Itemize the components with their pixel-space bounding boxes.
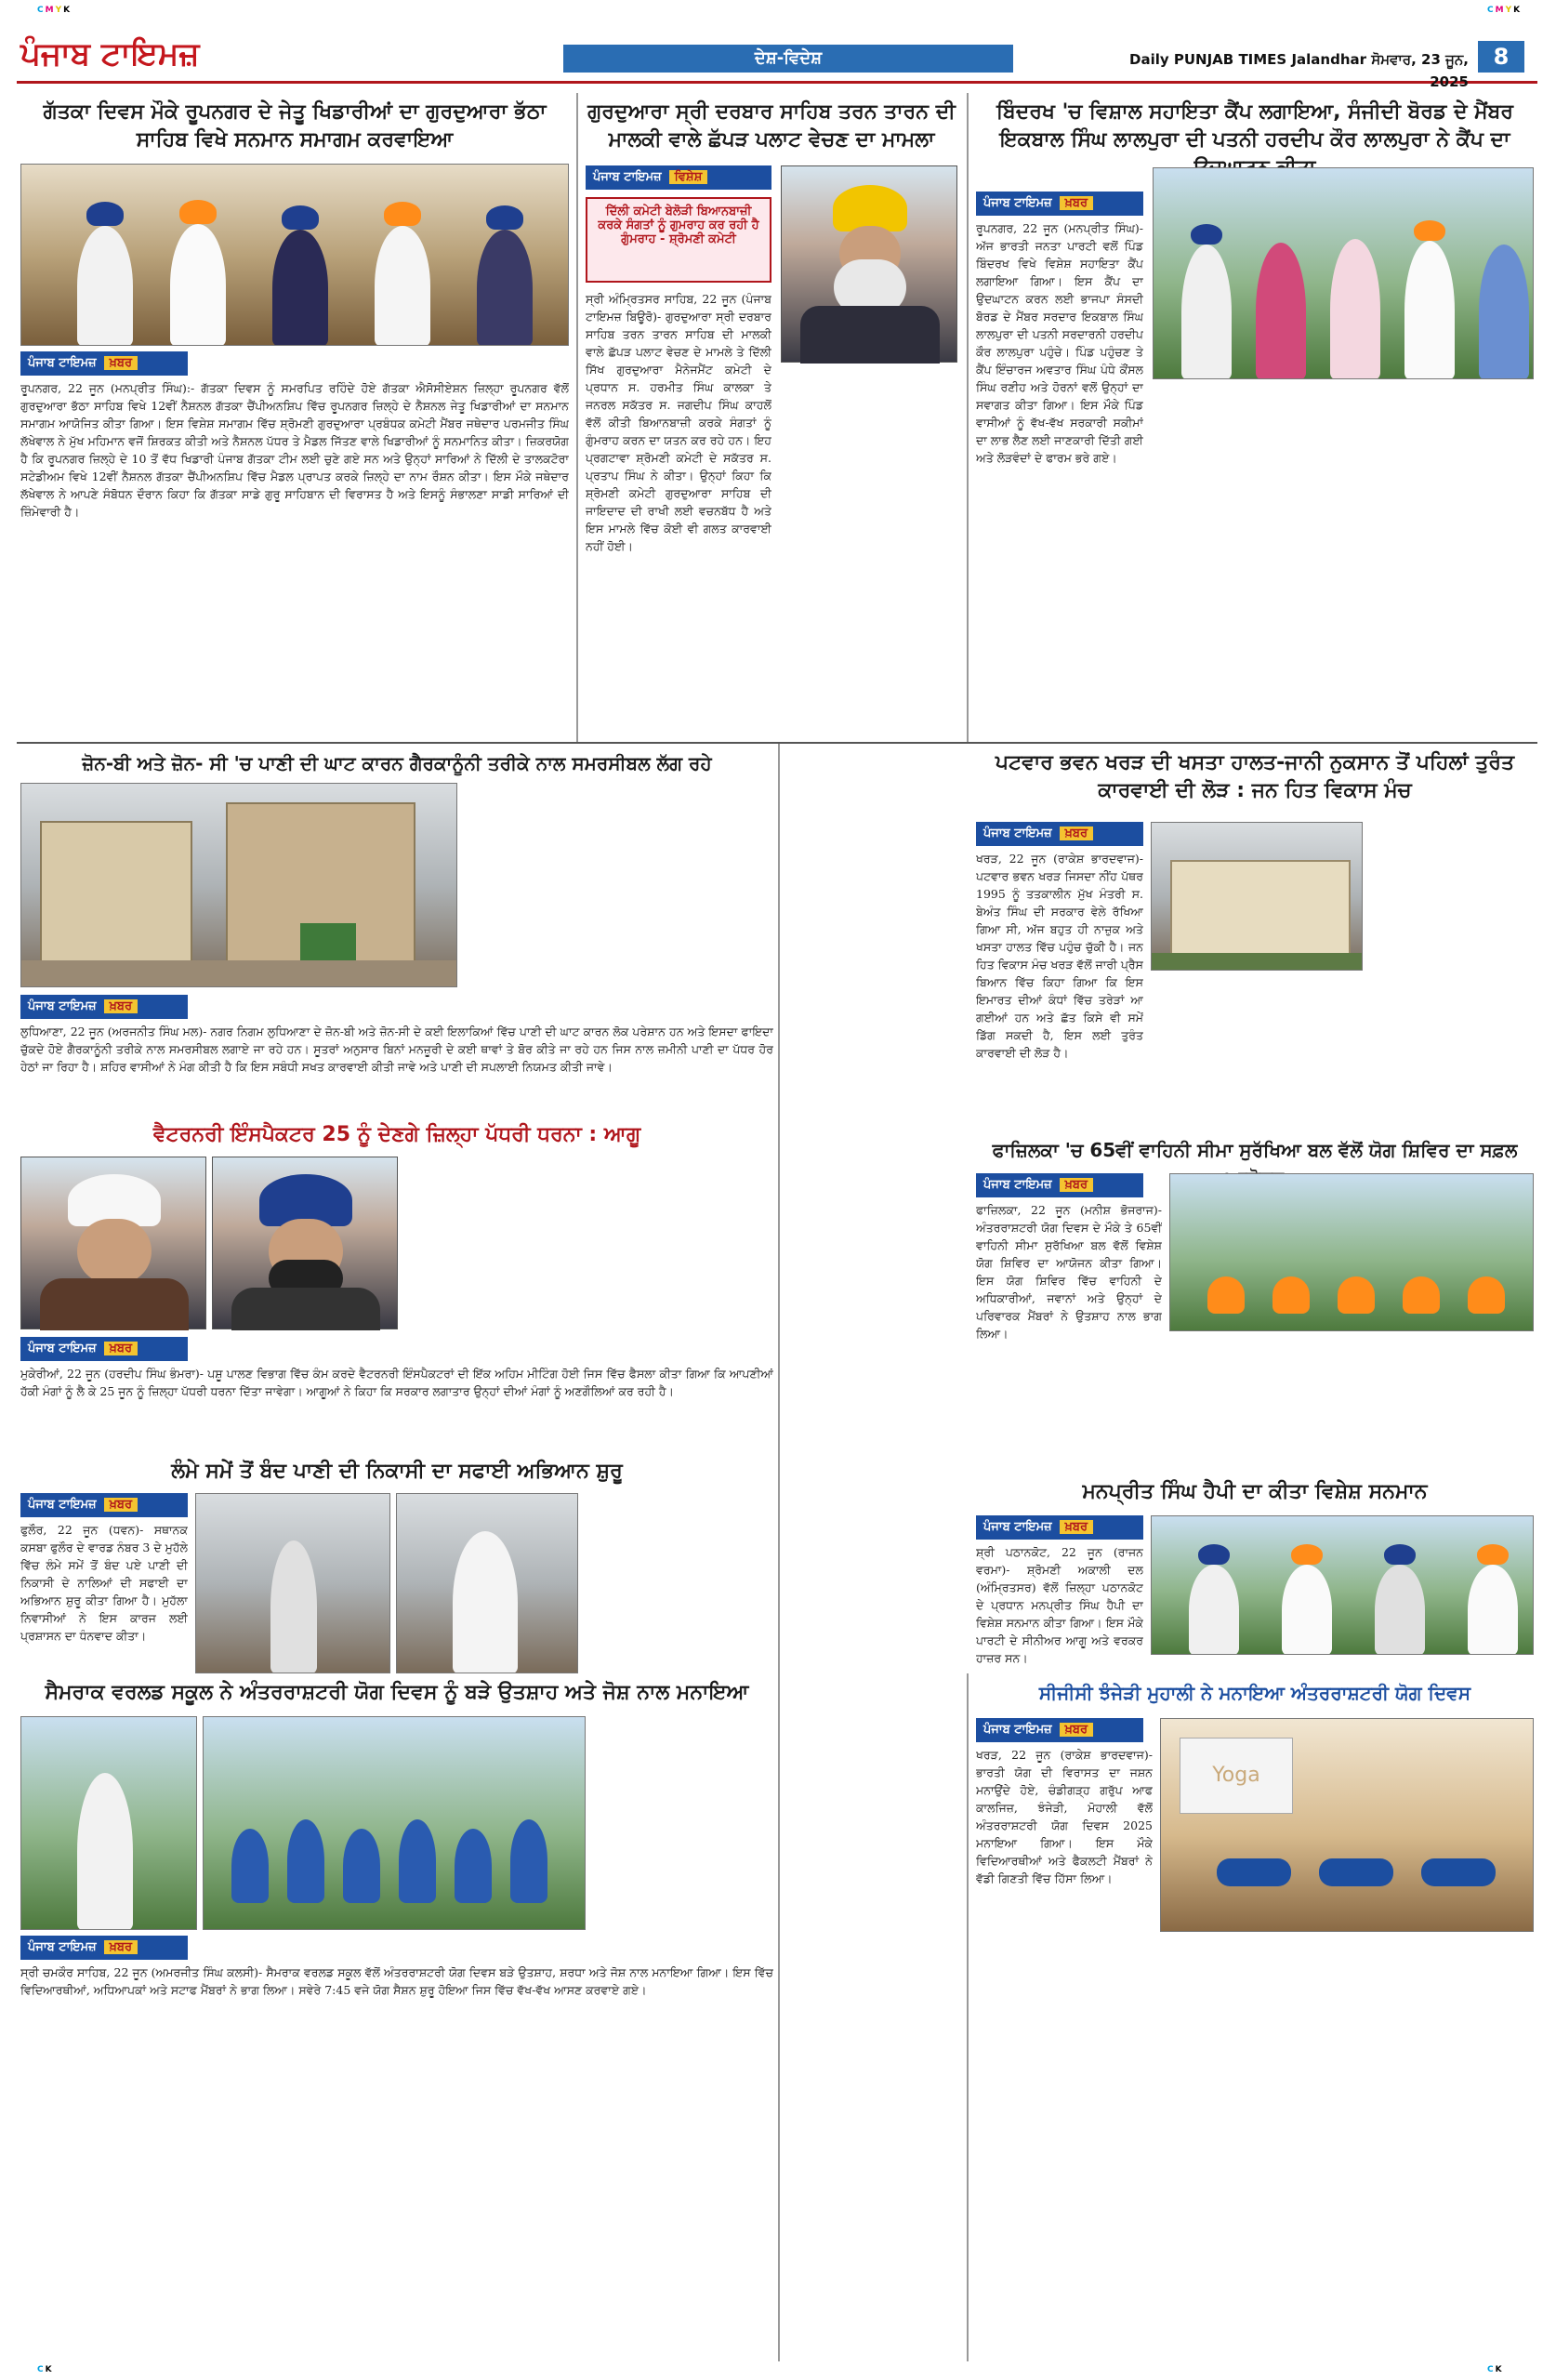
column-divider [778,744,780,1320]
column-divider [967,93,969,744]
page-number: 8 [1478,41,1524,73]
photo-manpreet-honour [1151,1515,1534,1655]
article-body-bindrakh: ਰੂਪਨਗਰ, 22 ਜੂਨ (ਮਨਪ੍ਰੀਤ ਸਿੰਘ)- ਅੱਜ ਭਾਰਤੀ ਜਨਤਾ ਪਾਰਟੀ ਵਲੋਂ ਪਿੰਡ ਬਿੰਦਰਖ ਵਿਖੇ ਵਿਸ਼ੇਸ਼ ਸਹਾਇਤਾ ਕੈਂਪ ਲਗਾਇਆ ਗਿਆ। ਇਸ ਕੈਂਪ ਦਾ ਉਦਘਾਟਨ ਕਰਨ ਲਈ ਭਾਜਪਾ ਸੰਸਦੀ ਬੋਰਡ ਦੇ ਮੈਂਬਰ ਸਰਦਾਰ ਇਕਬਾਲ ਸਿੰਘ ਲਾਲਪੁਰਾ ਦੀ ਪਤਨੀ ਸਰਦਾਰਨੀ ਹਰਦੀਪ ਕੌਰ ਲਾਲਪੁਰਾ ਪਹੁੰਚੇ। ਪਿੰਡ ਪਹੁੰਚਣ ਤੇ ਕੈਂਪ ਇੰਚਾਰਜ ਅਵਤਾਰ ਸਿੰਘ ਪੰਧੇ ਕੌਂਸਲ ਸਿੰਘ ਰਣੀਹ ਅਤੇ ਹੋਰਨਾਂ ਵਲੋਂ ਉਨ੍ਹਾਂ ਦਾ ਸਵਾਗਤ ਕੀਤਾ ਗਿਆ। ਇਸ ਮੌਕੇ ਪਿੰਡ ਵਾਸੀਆਂ ਨੂੰ ਵੱਖ-ਵੱਖ ਸਰਕਾਰੀ ਸਕੀਮਾਂ ਦਾ ਲਾਭ ਲੈਣ ਲਈ ਜਾਣਕਾਰੀ ਦਿੱਤੀ ਗਈ ਅਤੇ ਲੋੜਵੰਦਾਂ ਦੇ ਫਾਰਮ ਭਰੇ ਗਏ। [976,221,1143,465]
article-body-manpreet: ਸ਼੍ਰੀ ਪਠਾਨਕੋਟ, 22 ਜੂਨ (ਰਾਜਨ ਵਰਮਾ)- ਸ਼੍ਰੋਮਣੀ ਅਕਾਲੀ ਦਲ (ਅੰਮ੍ਰਿਤਸਰ) ਵੱਲੋਂ ਜ਼ਿਲ੍ਹਾ ਪਠਾਨਕੋਟ ਦੇ ਪ੍ਰਧਾਨ ਮਨਪ੍ਰੀਤ ਸਿੰਘ ਹੈਪੀ ਦਾ ਵਿਸ਼ੇਸ਼ ਸਨਮਾਨ ਕੀਤਾ ਗਿਆ। ਇਸ ਮੌਕੇ ਪਾਰਟੀ ਦੇ ਸੀਨੀਅਰ ਆਗੂ ਅਤੇ ਵਰਕਰ ਹਾਜ਼ਰ ਸਨ। [976,1545,1143,1664]
headline-zone-water: ਜ਼ੋਨ-ਬੀ ਅਤੇ ਜ਼ੋਨ- ਸੀ 'ਚ ਪਾਣੀ ਦੀ ਘਾਟ ਕਾਰਨ ਗੈਰਕਾਨੂੰਨੀ ਤਰੀਕੇ ਨਾਲ ਸਮਰਸੀਬਲ ਲੱਗ ਰਹੇ [82,752,712,774]
byline-tag: ਪੰਜਾਬ ਟਾਇਮਜ਼ ਖ਼ਬਰ [20,351,188,376]
dateline: Daily PUNJAB TIMES Jalandhar ਸੋਮਵਾਰ, 23 ਜੂਨ, 2025 [1129,51,1469,90]
headline-bindrakh-camp: ਬਿੰਦਰਖ 'ਚ ਵਿਸ਼ਾਲ ਸਹਾਇਤਾ ਕੈਂਪ ਲਗਾਇਆ, ਸੰਜੀਦੀ ਬੋਰਡ ਦੇ ਮੈਂਬਰ ਇਕਬਾਲ ਸਿੰਘ ਲਾਲਪੁਰਾ ਦੀ ਪਤਨੀ ਹਰਦੀਪ ਕੌਰ ਲਾਲਪੁਰਾ ਨੇ ਕੈਂਪ ਦਾ [996,100,1514,152]
photo-school-yoga-group [203,1716,586,1930]
pull-quote: ਦਿੱਲੀ ਕਮੇਟੀ ਬੇਲੋੜੀ ਬਿਆਨਬਾਜ਼ੀ ਕਰਕੇ ਸੰਗਤਾਂ ਨੂੰ ਗੁਮਰਾਹ ਕਰ ਰਹੀ ਹੈ ਗੁੰਮਰਾਹ - ਸ਼੍ਰੋਮਣੀ ਕਮੇਟੀ [586,197,771,283]
yoga-banner: Yoga [1180,1738,1293,1814]
byline-tag: ਪੰਜਾਬ ਟਾਇਮਜ਼ ਖ਼ਬਰ [20,1936,188,1960]
column-divider [576,93,578,744]
headline-veterinary: ਵੈਟਰਨਰੀ ਇੰਸਪੈਕਟਰ 25 ਨੂੰ ਦੇਣਗੇ ਜ਼ਿਲ੍ਹਾ ਪੱਧਰੀ ਧਰਨਾ : ਆਗੂ [152,1123,641,1146]
byline-tag: ਪੰਜਾਬ ਟਾਇਮਜ਼ ਖ਼ਬਰ [20,1337,188,1361]
byline-tag: ਪੰਜਾਬ ਟਾਇਮਜ਼ ਖ਼ਬਰ [20,995,188,1019]
cmyk-mark-bottom-right: CK [1487,2365,1504,2374]
photo-illegal-submersible [20,783,457,987]
photo-portrait-sikh-leader [781,165,957,363]
article-body-zone-cont [465,783,773,987]
photo-drain-cleaning-2 [396,1493,578,1673]
headline-patwar-bhawan: ਪਟਵਾਰ ਭਵਨ ਖਰੜ ਦੀ ਖਸਤਾ ਹਾਲਤ-ਜਾਨੀ ਨੁਕਸਾਨ ਤੋਂ ਪਹਿਲਾਂ ਤੁਰੰਤ ਕਾਰਵਾਈ ਦੀ ਲੋੜ : ਜਨ ਹਿਤ ਵਿਕਾਸ ਮੰਚ [995,751,1515,802]
article-body-school-yoga-cont [591,1716,775,1930]
article-body-veterinary: ਮੁਕੇਰੀਆਂ, 22 ਜੂਨ (ਹਰਦੀਪ ਸਿੰਘ ਭੰਮਰਾ)- ਪਸ਼ੂ ਪਾਲਣ ਵਿਭਾਗ ਵਿੱਚ ਕੰਮ ਕਰਦੇ ਵੈਟਰਨਰੀ ਇੰਸਪੈਕਟਰਾਂ ਦੀ ਇੱਕ ਅਹਿਮ ਮੀਟਿੰਗ ਹੋਈ ਜਿਸ ਵਿੱਚ ਫੈਸਲਾ ਕੀਤਾ ਗਿਆ ਕਿ ਆਪਣੀਆਂ ਹੱਕੀ ਮੰਗਾਂ ਨੂੰ ਲੈ ਕੇ 25 ਜੂਨ ਨੂੰ ਜ਼ਿਲ੍ਹਾ ਪੱਧਰੀ ਧਰਨਾ ਦਿੱਤਾ ਜਾਵੇਗਾ। ਆਗੂਆਂ ਨੇ ਕਿਹਾ ਕਿ ਸਰਕਾਰ ਲਗਾਤਾਰ ਉਨ੍ਹਾਂ ਦੀਆਂ ਮੰਗਾਂ ਨੂੰ ਅਣਗੌਲਿਆਂ ਕਰ ਰਹੀ ਹੈ। [20,1367,773,1398]
article-body-patwar-cont2 [1370,822,1534,1129]
article-body-bindrakh-cont [1153,387,1534,733]
photo-yoga-pose [20,1716,197,1930]
photo-patwar-building [1151,822,1363,971]
headline-gatka: ਗੱਤਕਾ ਦਿਵਸ ਮੌਕੇ ਰੂਪਨਗਰ ਦੇ ਜੇਤੂ ਖਿਡਾਰੀਆਂ ਦਾ ਗੁਰਦੁਆਰਾ ਭੱਠਾ ਸਾਹਿਬ ਵਿਖੇ ਸਨਮਾਨ ਸਮਾਗਮ ਕਰਵਾਇਆ [43,100,547,152]
article-body-patwar-cont [1151,976,1363,1129]
article-body-school-yoga: ਸ੍ਰੀ ਚਮਕੌਰ ਸਾਹਿਬ, 22 ਜੂਨ (ਅਮਰਜੀਤ ਸਿੰਘ ਕਲਸੀ)- ਸੈਮਰਾਕ ਵਰਲਡ ਸਕੂਲ ਵੱਲੋਂ ਅੰਤਰਰਾਸ਼ਟਰੀ ਯੋਗ ਦਿਵਸ ਬੜੇ ਉਤਸ਼ਾਹ, ਸ਼ਰਧਾ ਅਤੇ ਜੋਸ਼ ਨਾਲ ਮਨਾਇਆ ਗਿਆ। ਇਸ ਵਿੱਚ ਵਿਦਿਆਰਥੀਆਂ, ਅਧਿਆਪਕਾਂ ਅਤੇ ਸਟਾਫ ਮੈਂਬਰਾਂ ਨੇ ਭਾਗ ਲਿਆ। ਸਵੇਰੇ 7:45 ਵਜੇ ਯੋਗ ਸੈਸ਼ਨ ਸ਼ੁਰੂ ਹੋਇਆ ਜਿਸ ਵਿੱਚ ਵੱਖ-ਵੱਖ ਆਸਣ ਕਰਵਾਏ ਗਏ। [20,1965,773,1997]
byline-tag: ਪੰਜਾਬ ਟਾਇਮਜ਼ ਖ਼ਬਰ [976,822,1143,846]
headline-drainage-cleaning: ਲੰਮੇ ਸਮੇਂ ਤੋਂ ਬੰਦ ਪਾਣੀ ਦੀ ਨਿਕਾਸੀ ਦਾ ਸਫਾਈ ਅਭਿਆਨ ਸ਼ੁਰੂ [171,1460,623,1483]
cmyk-mark-top-left: CMYK [37,6,73,15]
photo-drain-cleaning-1 [195,1493,390,1673]
byline-tag: ਪੰਜਾਬ ਟਾਇਮਜ਼ ਖ਼ਬਰ [976,192,1143,216]
article-body-tarn-taran-cont [781,370,957,733]
photo-veterinary-leader-2 [212,1157,398,1329]
article-body-patwar: ਖਰੜ, 22 ਜੂਨ (ਰਾਕੇਸ਼ ਭਾਰਦਵਾਜ)- ਪਟਵਾਰ ਭਵਨ ਖਰੜ ਜਿਸਦਾ ਨੀਂਹ ਪੱਥਰ 1995 ਨੂੰ ਤਤਕਾਲੀਨ ਮੁੱਖ ਮੰਤਰੀ ਸ. ਬੇਅੰਤ ਸਿੰਘ ਦੀ ਸਰਕਾਰ ਵੇਲੇ ਰੱਖਿਆ ਗਿਆ ਸੀ, ਅੱਜ ਬਹੁਤ ਹੀ ਨਾਜ਼ੁਕ ਅਤੇ ਖਸਤਾ ਹਾਲਤ ਵਿੱਚ ਪਹੁੰਚ ਚੁੱਕੀ ਹੈ। ਜਨ ਹਿਤ ਵਿਕਾਸ ਮੰਚ ਖਰੜ ਵੱਲੋਂ ਜਾਰੀ ਪ੍ਰੈਸ ਬਿਆਨ ਵਿੱਚ ਕਿਹਾ ਗਿਆ ਕਿ ਇਸ ਇਮਾਰਤ ਦੀਆਂ ਕੰਧਾਂ ਵਿੱਚ ਤਰੇੜਾਂ ਆ ਗਈਆਂ ਹਨ ਅਤੇ ਛੱਤ ਕਿਸੇ ਵੀ ਸਮੇਂ ਡਿੱਗ ਸਕਦੀ ਹੈ, ਇਸ ਲਈ ਤੁਰੰਤ ਕਾਰਵਾਈ ਦੀ ਲੋੜ ਹੈ। [976,852,1143,1060]
column-divider [967,1673,969,2361]
photo-fazilka-yoga [1169,1173,1534,1331]
newspaper-logo: ਪੰਜਾਬ ਟਾਇਮਜ਼ [20,35,200,73]
article-body-fazilka: ਫਾਜ਼ਿਲਕਾ, 22 ਜੂਨ (ਮਨੀਸ਼ ਭੋਜਰਾਜ)- ਅੰਤਰਰਾਸ਼ਟਰੀ ਯੋਗ ਦਿਵਸ ਦੇ ਮੌਕੇ ਤੇ 65ਵੀਂ ਵਾਹਿਨੀ ਸੀਮਾ ਸੁਰੱਖਿਆ ਬਲ ਵੱਲੋਂ ਵਿਸ਼ੇਸ਼ ਯੋਗ ਸ਼ਿਵਿਰ ਦਾ ਆਯੋਜਨ ਕੀਤਾ ਗਿਆ। ਇਸ ਯੋਗ ਸ਼ਿਵਿਰ ਵਿੱਚ ਵਾਹਿਨੀ ਦੇ ਅਧਿਕਾਰੀਆਂ, ਜਵਾਨਾਂ ਅਤੇ ਉਨ੍ਹਾਂ ਦੇ ਪਰਿਵਾਰਕ ਮੈਂਬਰਾਂ ਨੇ ਉਤਸ਼ਾਹ ਨਾਲ ਭਾਗ ਲਿਆ। [976,1203,1162,1341]
byline-tag: ਪੰਜਾਬ ਟਾਇਮਜ਼ ਖ਼ਬਰ [20,1493,188,1517]
article-body-drainage-cont [586,1493,775,1673]
byline-tag: ਪੰਜਾਬ ਟਾਇਮਜ਼ ਖ਼ਬਰ [976,1718,1143,1742]
headline-manpreet-honour: ਮਨਪ੍ਰੀਤ ਸਿੰਘ ਹੈਪੀ ਦਾ ਕੀਤਾ ਵਿਸ਼ੇਸ਼ ਸਨਮਾਨ [1082,1480,1428,1503]
headline-school-yoga: ਸੈਮਰਾਕ ਵਰਲਡ ਸਕੂਲ ਨੇ ਅੰਤਰਰਾਸ਼ਟਰੀ ਯੋਗ ਦਿਵਸ ਨੂੰ ਬੜੇ ਉਤਸ਼ਾਹ ਅਤੇ ਜੋਸ਼ ਨਾਲ ਮਨਾਇਆ [45,1681,749,1704]
headline-tarn-taran: ਗੁਰਦੁਆਰਾ ਸ੍ਰੀ ਦਰਬਾਰ ਸਾਹਿਬ ਤਰਨ ਤਾਰਨ ਦੀ ਮਾਲਕੀ ਵਾਲੇ ਛੱਪੜ ਪਲਾਟ ਵੇਚਣ ਦਾ ਮਾਮਲਾ [587,100,956,152]
article-body-tarn-taran: ਸ੍ਰੀ ਅੰਮ੍ਰਿਤਸਰ ਸਾਹਿਬ, 22 ਜੂਨ (ਪੰਜਾਬ ਟਾਇਮਜ਼ ਬਿਊਰੋ)- ਗੁਰਦੁਆਰਾ ਸ੍ਰੀ ਦਰਬਾਰ ਸਾਹਿਬ ਤਰਨ ਤਾਰਨ ਸਾਹਿਬ ਦੀ ਮਾਲਕੀ ਵਾਲੇ ਛੱਪੜ ਪਲਾਟ ਵੇਚਣ ਦੇ ਮਾਮਲੇ ਤੇ ਦਿੱਲੀ ਸਿੱਖ ਗੁਰਦੁਆਰਾ ਮੈਨੇਜਮੈਂਟ ਕਮੇਟੀ ਦੇ ਪ੍ਰਧਾਨ ਸ. ਹਰਮੀਤ ਸਿੰਘ ਕਾਲਕਾ ਤੇ ਜਨਰਲ ਸਕੱਤਰ ਸ. ਜਗਦੀਪ ਸਿੰਘ ਕਾਹਲੋਂ ਵੱਲੋਂ ਕੀਤੀ ਬਿਆਨਬਾਜ਼ੀ ਕਰਕੇ ਸੰਗਤਾਂ ਨੂੰ ਗੁੰਮਰਾਹ ਕਰਨ ਦਾ ਯਤਨ ਕਰ ਰਹੇ ਹਨ। ਇਹ ਪ੍ਰਗਟਾਵਾ ਸ਼੍ਰੋਮਣੀ ਕਮੇਟੀ ਦੇ ਸਕੱਤਰ ਸ. ਪ੍ਰਤਾਪ ਸਿੰਘ ਨੇ ਕੀਤਾ। ਉਨ੍ਹਾਂ ਕਿਹਾ ਕਿ ਸ਼੍ਰੋਮਣੀ ਕਮੇਟੀ ਗੁਰਦੁਆਰਾ ਸਾਹਿਬ ਦੀ ਜਾਇਦਾਦ ਦੀ ਰਾਖੀ ਲਈ ਵਚਨਬੱਧ ਹੈ ਅਤੇ ਇਸ ਮਾਮਲੇ ਵਿੱਚ ਕੋਈ ਵੀ ਗਲਤ ਕਾਰਵਾਈ ਨਹੀਂ ਹੋਈ। [586,292,771,553]
byline-tag: ਪੰਜਾਬ ਟਾਇਮਜ਼ ਖ਼ਬਰ [976,1173,1143,1197]
byline-tag: ਪੰਜਾਬ ਟਾਇਮਜ਼ ਖ਼ਬਰ [976,1515,1143,1540]
article-body-fazilka-cont [1169,1339,1534,1471]
article-body-gatka: ਰੂਪਨਗਰ, 22 ਜੂਨ (ਮਨਪ੍ਰੀਤ ਸਿੰਘ):- ਗੱਤਕਾ ਦਿਵਸ ਨੂੰ ਸਮਰਪਿਤ ਰਹਿੰਦੇ ਹੋਏ ਗੱਤਕਾ ਐਸੋਸੀਏਸ਼ਨ ਜ਼ਿਲ੍ਹਾ ਰੂਪਨਗਰ ਵੱਲੋਂ ਗੁਰਦੁਆਰਾ ਭੱਠਾ ਸਾਹਿਬ ਵਿਖੇ 12ਵੀਂ ਨੈਸ਼ਨਲ ਗੱਤਕਾ ਚੈਂਪੀਅਨਸ਼ਿਪ ਵਿੱਚ ਰੂਪਨਗਰ ਜ਼ਿਲ੍ਹੇ ਦੇ ਨੈਸ਼ਨਲ ਜੇਤੂ ਖਿਡਾਰੀਆਂ ਦਾ ਸਨਮਾਨ ਸਮਾਗਮ ਆਯੋਜਿਤ ਕੀਤਾ ਗਿਆ। ਇਸ ਵਿਸ਼ੇਸ਼ ਸਮਾਗਮ ਵਿੱਚ ਸ਼੍ਰੋਮਣੀ ਗੁਰਦੁਆਰਾ ਪ੍ਰਬੰਧਕ ਕਮੇਟੀ ਮੈਂਬਰ ਜਥੇਦਾਰ ਪਰਮਜੀਤ ਸਿੰਘ ਲੱਖੇਵਾਲ ਨੇ ਮੁੱਖ ਮਹਿਮਾਨ ਵਜੋਂ ਸ਼ਿਰਕਤ ਕੀਤੀ ਅਤੇ ਨੈਸ਼ਨਲ ਪੱਧਰ ਤੇ ਮੈਡਲ ਜਿੱਤਣ ਵਾਲੇ ਖਿਡਾਰੀਆਂ ਨੂੰ ਸਨਮਾਨਿਤ ਕੀਤਾ। ਜ਼ਿਕਰਯੋਗ ਹੈ ਕਿ ਰੂਪਨਗਰ ਜ਼ਿਲ੍ਹੇ ਦੇ 10 ਤੋਂ ਵੱਧ ਖਿਡਾਰੀ ਪੰਜਾਬ ਗੱਤਕਾ ਟੀਮ ਲਈ ਚੁਣੇ ਗਏ ਸਨ ਅਤੇ ਉਨ੍ਹਾਂ ਸਾਰਿਆਂ ਨੇ ਦਿੱਲੀ ਦੇ ਤਾਲਕਟੋਰਾ ਸਟੇਡੀਅਮ ਵਿਖੇ 12ਵੀਂ ਨੈਸ਼ਨਲ ਗੱਤਕਾ ਚੈਂਪੀਅਨਸ਼ਿਪ ਵਿੱਚ ਮੈਡਲ ਪ੍ਰਾਪਤ ਕਰਕੇ ਜ਼ਿਲ੍ਹੇ ਦਾ ਨਾਮ ਰੌਸ਼ਨ ਕੀਤਾ। ਇਸ ਮੌਕੇ ਜਥੇਦਾਰ ਲੱਖੇਵਾਲ ਨੇ ਆਪਣੇ ਸੰਬੋਧਨ ਦੌਰਾਨ ਕਿਹਾ ਕਿ ਗੱਤਕਾ ਸਾਡੇ ਗੁਰੂ ਸਾਹਿਬਾਨ ਦੀ ਵਿਰਾਸਤ ਹੈ ਅਤੇ ਇਸਨੂੰ ਸੰਭਾਲਣਾ ਸਾਡੀ ਸਾਰਿਆਂ ਦੀ ਜ਼ਿੰਮੇਵਾਰੀ ਹੈ। [20,381,569,519]
article-body-veterinary-cont [405,1157,773,1329]
photo-gatka-ceremony [20,164,569,346]
photo-bindrakh-camp [1153,167,1534,379]
byline-tag: ਪੰਜਾਬ ਟਾਇਮਜ਼ ਵਿਸ਼ੇਸ਼ [586,165,771,190]
photo-cgc-yoga [1160,1718,1534,1932]
cmyk-mark-bottom-left: CK [37,2365,54,2374]
headline-cgc-yoga: ਸੀਜੀਸੀ ਝੰਜੇੜੀ ਮੁਹਾਲੀ ਨੇ ਮਨਾਇਆ ਅੰਤਰਰਾਸ਼ਟਰੀ ਯੋਗ ਦਿਵਸ [1038,1682,1471,1704]
article-body-cgc-cont [976,1939,1534,2354]
article-body-zone-water: ਲੁਧਿਆਣਾ, 22 ਜੂਨ (ਅਰਜਨੀਤ ਸਿੰਘ ਮਲ)- ਨਗਰ ਨਿਗਮ ਲੁਧਿਆਣਾ ਦੇ ਜ਼ੋਨ-ਬੀ ਅਤੇ ਜ਼ੋਨ-ਸੀ ਦੇ ਕਈ ਇਲਾਕਿਆਂ ਵਿੱਚ ਪਾਣੀ ਦੀ ਘਾਟ ਕਾਰਨ ਲੋਕ ਪਰੇਸ਼ਾਨ ਹਨ ਅਤੇ ਇਸਦਾ ਫਾਇਦਾ ਚੁੱਕਦੇ ਹੋਏ ਗੈਰਕਾਨੂੰਨੀ ਤਰੀਕੇ ਨਾਲ ਸਮਰਸੀਬਲ ਲਗਾਏ ਜਾ ਰਹੇ ਹਨ। ਸੂਤਰਾਂ ਅਨੁਸਾਰ ਬਿਨਾਂ ਮਨਜ਼ੂਰੀ ਦੇ ਕਈ ਥਾਵਾਂ ਤੇ ਬੋਰ ਕੀਤੇ ਜਾ ਰਹੇ ਹਨ ਜਿਸ ਨਾਲ ਜ਼ਮੀਨੀ ਪਾਣੀ ਦਾ ਪੱਧਰ ਹੋਰ ਹੇਠਾਂ ਜਾ ਰਿਹਾ ਹੈ। ਸ਼ਹਿਰ ਵਾਸੀਆਂ ਨੇ ਮੰਗ ਕੀਤੀ ਹੈ ਕਿ ਇਸ ਸਬੰਧੀ ਸਖਤ ਕਾਰਵਾਈ ਕੀਤੀ ਜਾਵੇ ਅਤੇ ਪਾਣੀ ਦੀ ਸਪਲਾਈ ਨਿਯਮਤ ਕੀਤੀ ਜਾਵੇ। [20,1025,773,1074]
photo-veterinary-leader-1 [20,1157,206,1329]
row-divider [17,742,1537,744]
article-body-drainage: ਫੁਲੌਰ, 22 ਜੂਨ (ਧਵਨ)- ਸਥਾਨਕ ਕਸਬਾ ਫੁਲੌਰ ਦੇ ਵਾਰਡ ਨੰਬਰ 3 ਦੇ ਮੁਹੱਲੇ ਵਿੱਚ ਲੰਮੇ ਸਮੇਂ ਤੋਂ ਬੰਦ ਪਏ ਪਾਣੀ ਦੀ ਨਿਕਾਸੀ ਦੇ ਨਾਲਿਆਂ ਦੀ ਸਫਾਈ ਦਾ ਅਭਿਆਨ ਸ਼ੁਰੂ ਕੀਤਾ ਗਿਆ ਹੈ। ਮੁਹੱਲਾ ਨਿਵਾਸੀਆਂ ਨੇ ਇਸ ਕਾਰਜ ਲਈ ਪ੍ਰਸ਼ਾਸਨ ਦਾ ਧੰਨਵਾਦ ਕੀਤਾ। [20,1523,188,1643]
headline-fazilka-yoga: ਫਾਜ਼ਿਲਕਾ 'ਚ 65ਵੀਂ ਵਾਹਿਨੀ ਸੀਮਾ ਸੁਰੱਖਿਆ ਬਲ ਵੱਲੋਂ ਯੋਗ ਸ਼ਿਵਿਰ ਦਾ ਸਫ਼ਲ [992,1139,1518,1161]
cmyk-mark-top-right: CMYK [1487,6,1523,15]
article-body-cgc: ਖਰੜ, 22 ਜੂਨ (ਰਾਕੇਸ਼ ਭਾਰਦਵਾਜ)- ਭਾਰਤੀ ਯੋਗ ਦੀ ਵਿਰਾਸਤ ਦਾ ਜਸ਼ਨ ਮਨਾਉਂਦੇ ਹੋਏ, ਚੰਡੀਗੜ੍ਹ ਗਰੁੱਪ ਆਫ ਕਾਲਜਿਜ਼, ਝੰਜੇੜੀ, ਮੋਹਾਲੀ ਵੱਲੋਂ ਅੰਤਰਰਾਸ਼ਟਰੀ ਯੋਗ ਦਿਵਸ 2025 ਮਨਾਇਆ ਗਿਆ। ਇਸ ਮੌਕੇ ਵਿਦਿਆਰਥੀਆਂ ਅਤੇ ਫੈਕਲਟੀ ਮੈਂਬਰਾਂ ਨੇ ਵੱਡੀ ਗਿਣਤੀ ਵਿੱਚ ਹਿੱਸਾ ਲਿਆ। [976,1748,1153,1885]
column-divider [778,1320,780,2361]
section-title: ਦੇਸ਼-ਵਿਦੇਸ਼ [563,45,1013,73]
